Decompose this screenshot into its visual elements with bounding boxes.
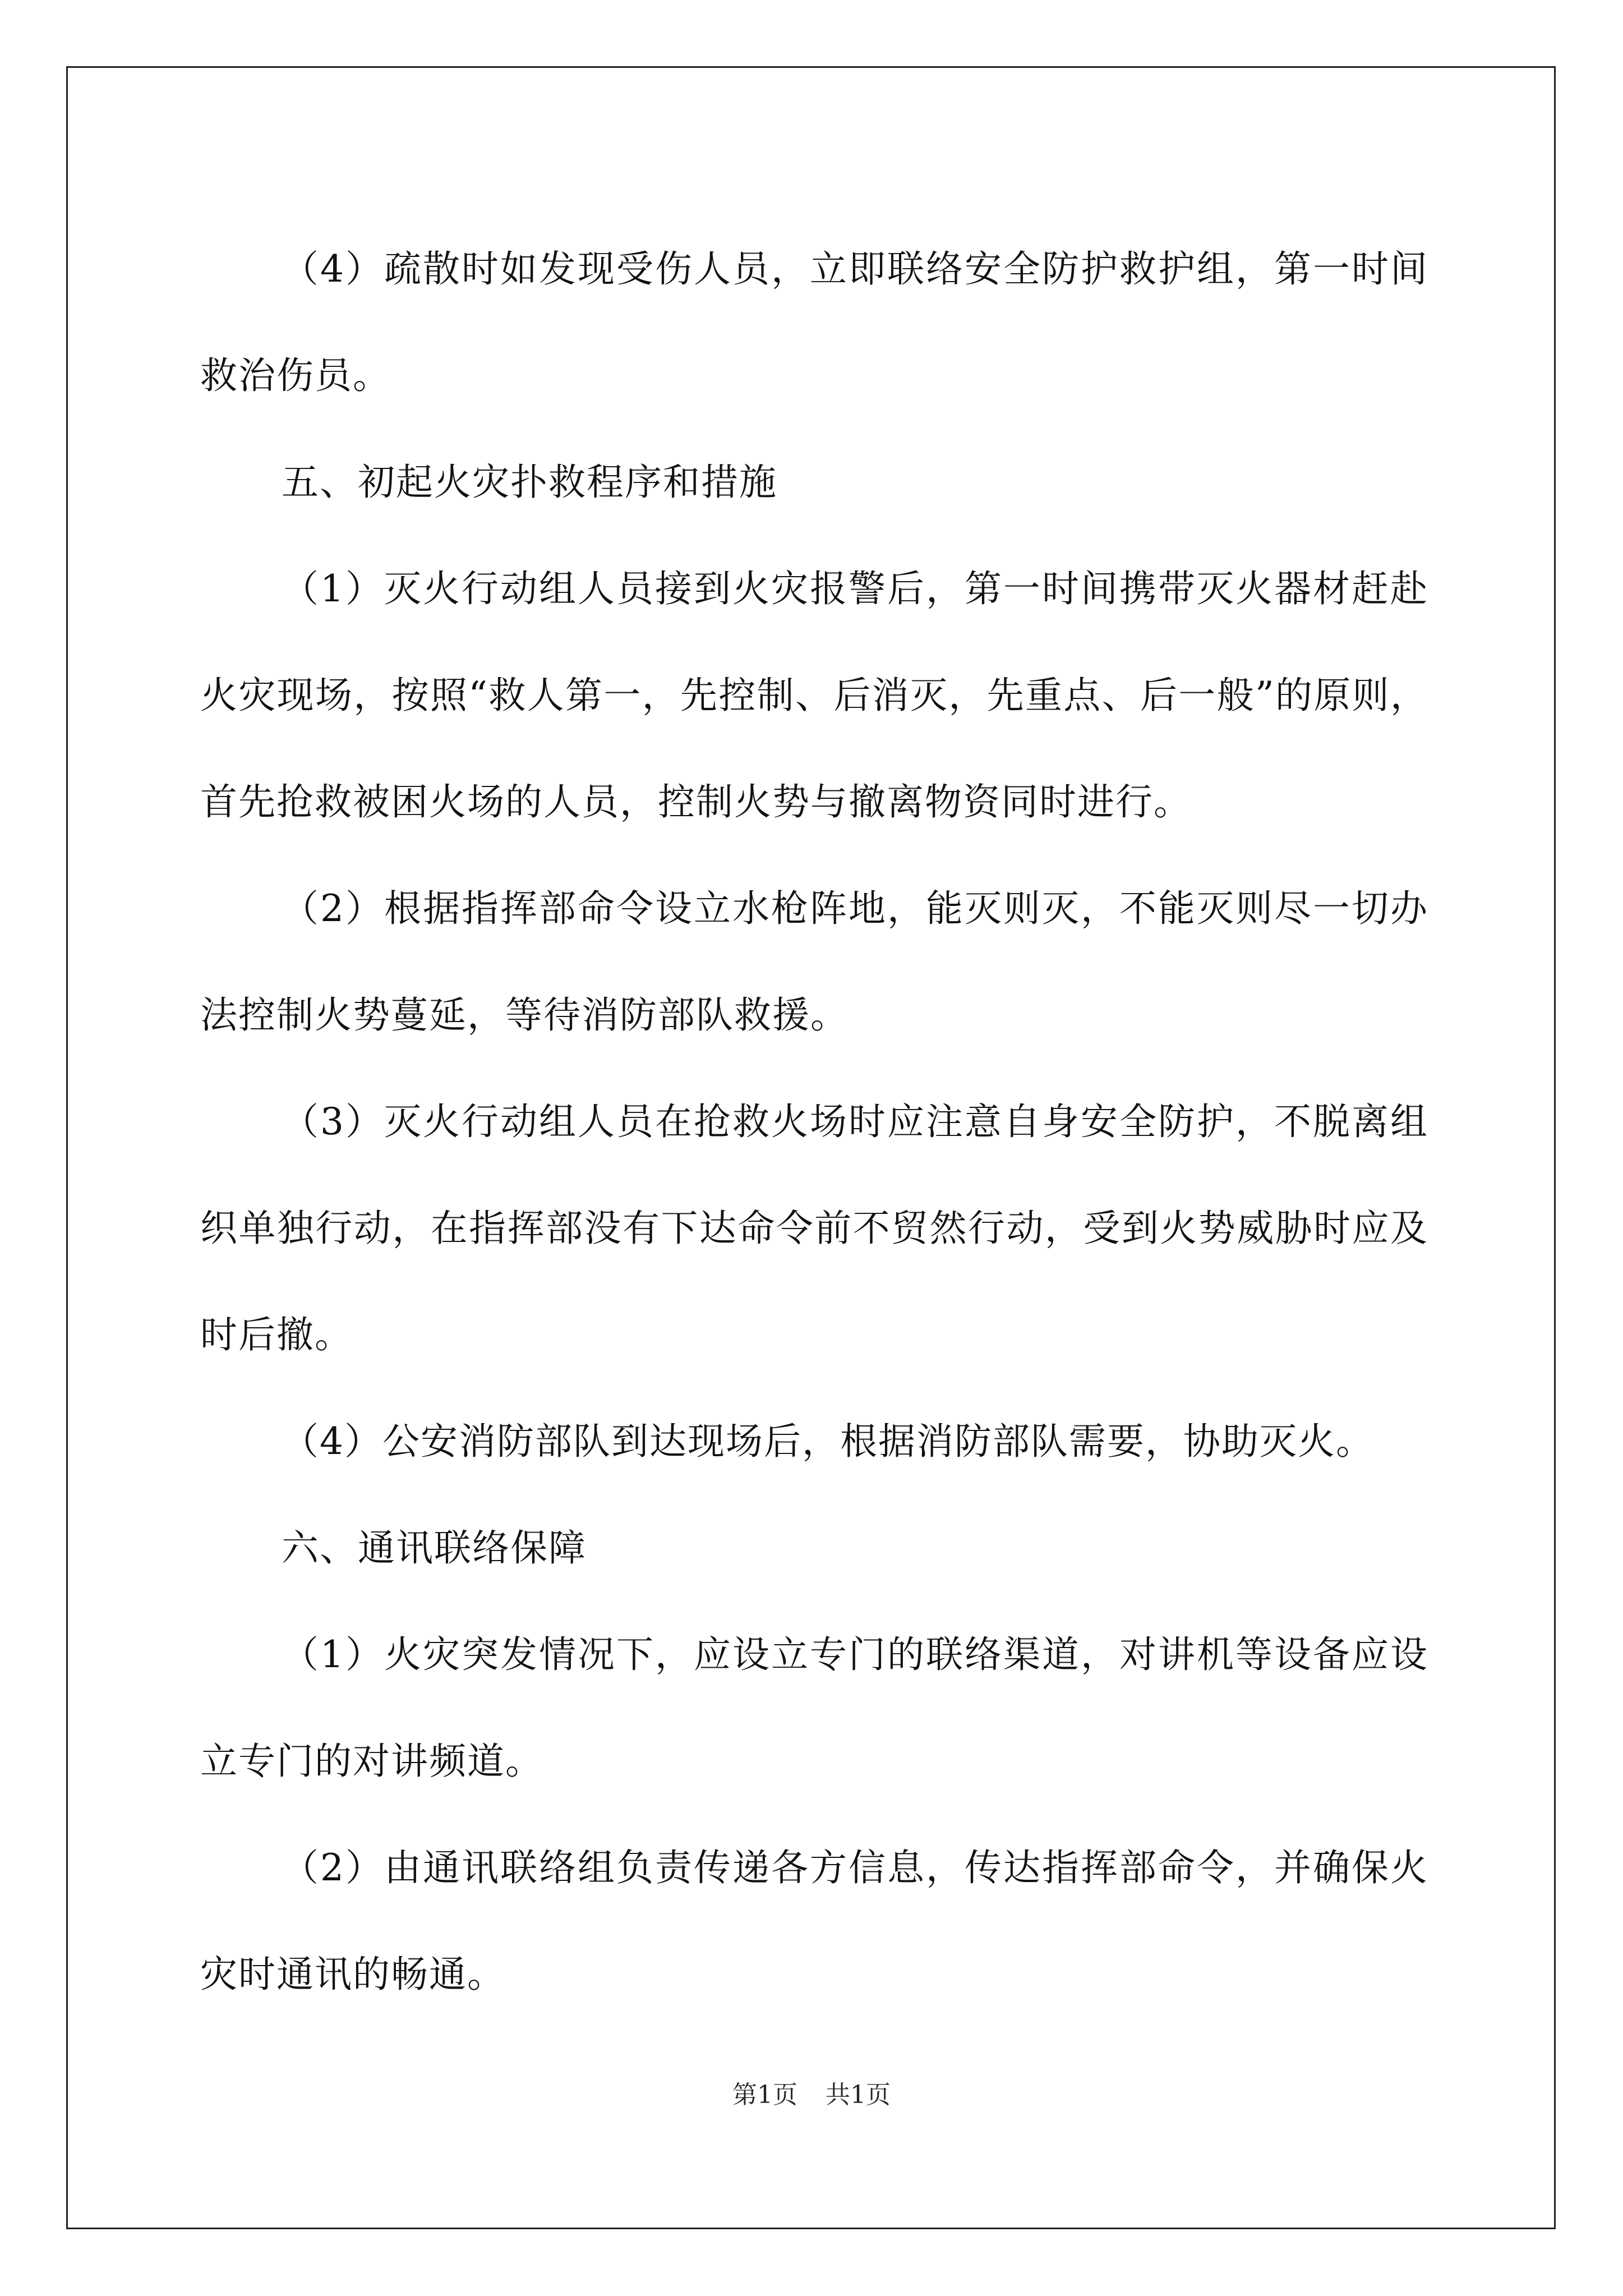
paragraph-fire-fighting-1: （1）灭火行动组人员接到火灾报警后，第一时间携带灭火器材赶赴火灾现场，按照“救人第一，先控制、后消灭，先重点、后一般”的原则，首先抢救被困火场的人员，控制火势与撤离物资同时进行。 <box>200 567 1428 823</box>
paragraph-communication-1: （1）火灾突发情况下，应设立专门的联络渠道，对讲机等设备应设立专门的对讲频道。 <box>200 1633 1428 1783</box>
paragraph-fire-fighting-2: （2）根据指挥部命令设立水枪阵地，能灭则灭，不能灭则尽一切办法控制火势蔓延，等待消防部队救援。 <box>200 887 1428 1037</box>
page-footer <box>0 2078 1623 2112</box>
paragraph-evacuation-injured: （4）疏散时如发现受伤人员，立即联络安全防护救护组，第一时间救治伤员。 <box>200 247 1428 397</box>
paragraph-communication-2: （2）由通讯联络组负责传递各方信息，传达指挥部命令，并确保火灾时通讯的畅通。 <box>200 1846 1428 1996</box>
page-number-total: 共1页 <box>826 2081 891 2109</box>
section-heading-initial-fire-fighting: 五、初起火灾扑救程序和措施 <box>282 461 777 504</box>
paragraph-fire-fighting-3: （3）灭火行动组人员在抢救火场时应注意自身安全防护，不脱离组织单独行动，在指挥部没有下达命令前不贸然行动，受到火势威胁时应及时后撤。 <box>200 1100 1428 1356</box>
paragraph-fire-fighting-4: （4）公安消防部队到达现场后，根据消防部队需要，协助灭火。 <box>282 1420 1374 1463</box>
document-body <box>200 216 1428 2028</box>
section-heading-communication: 六、通讯联络保障 <box>282 1526 587 1570</box>
page-number-current: 第1页 <box>732 2081 797 2109</box>
